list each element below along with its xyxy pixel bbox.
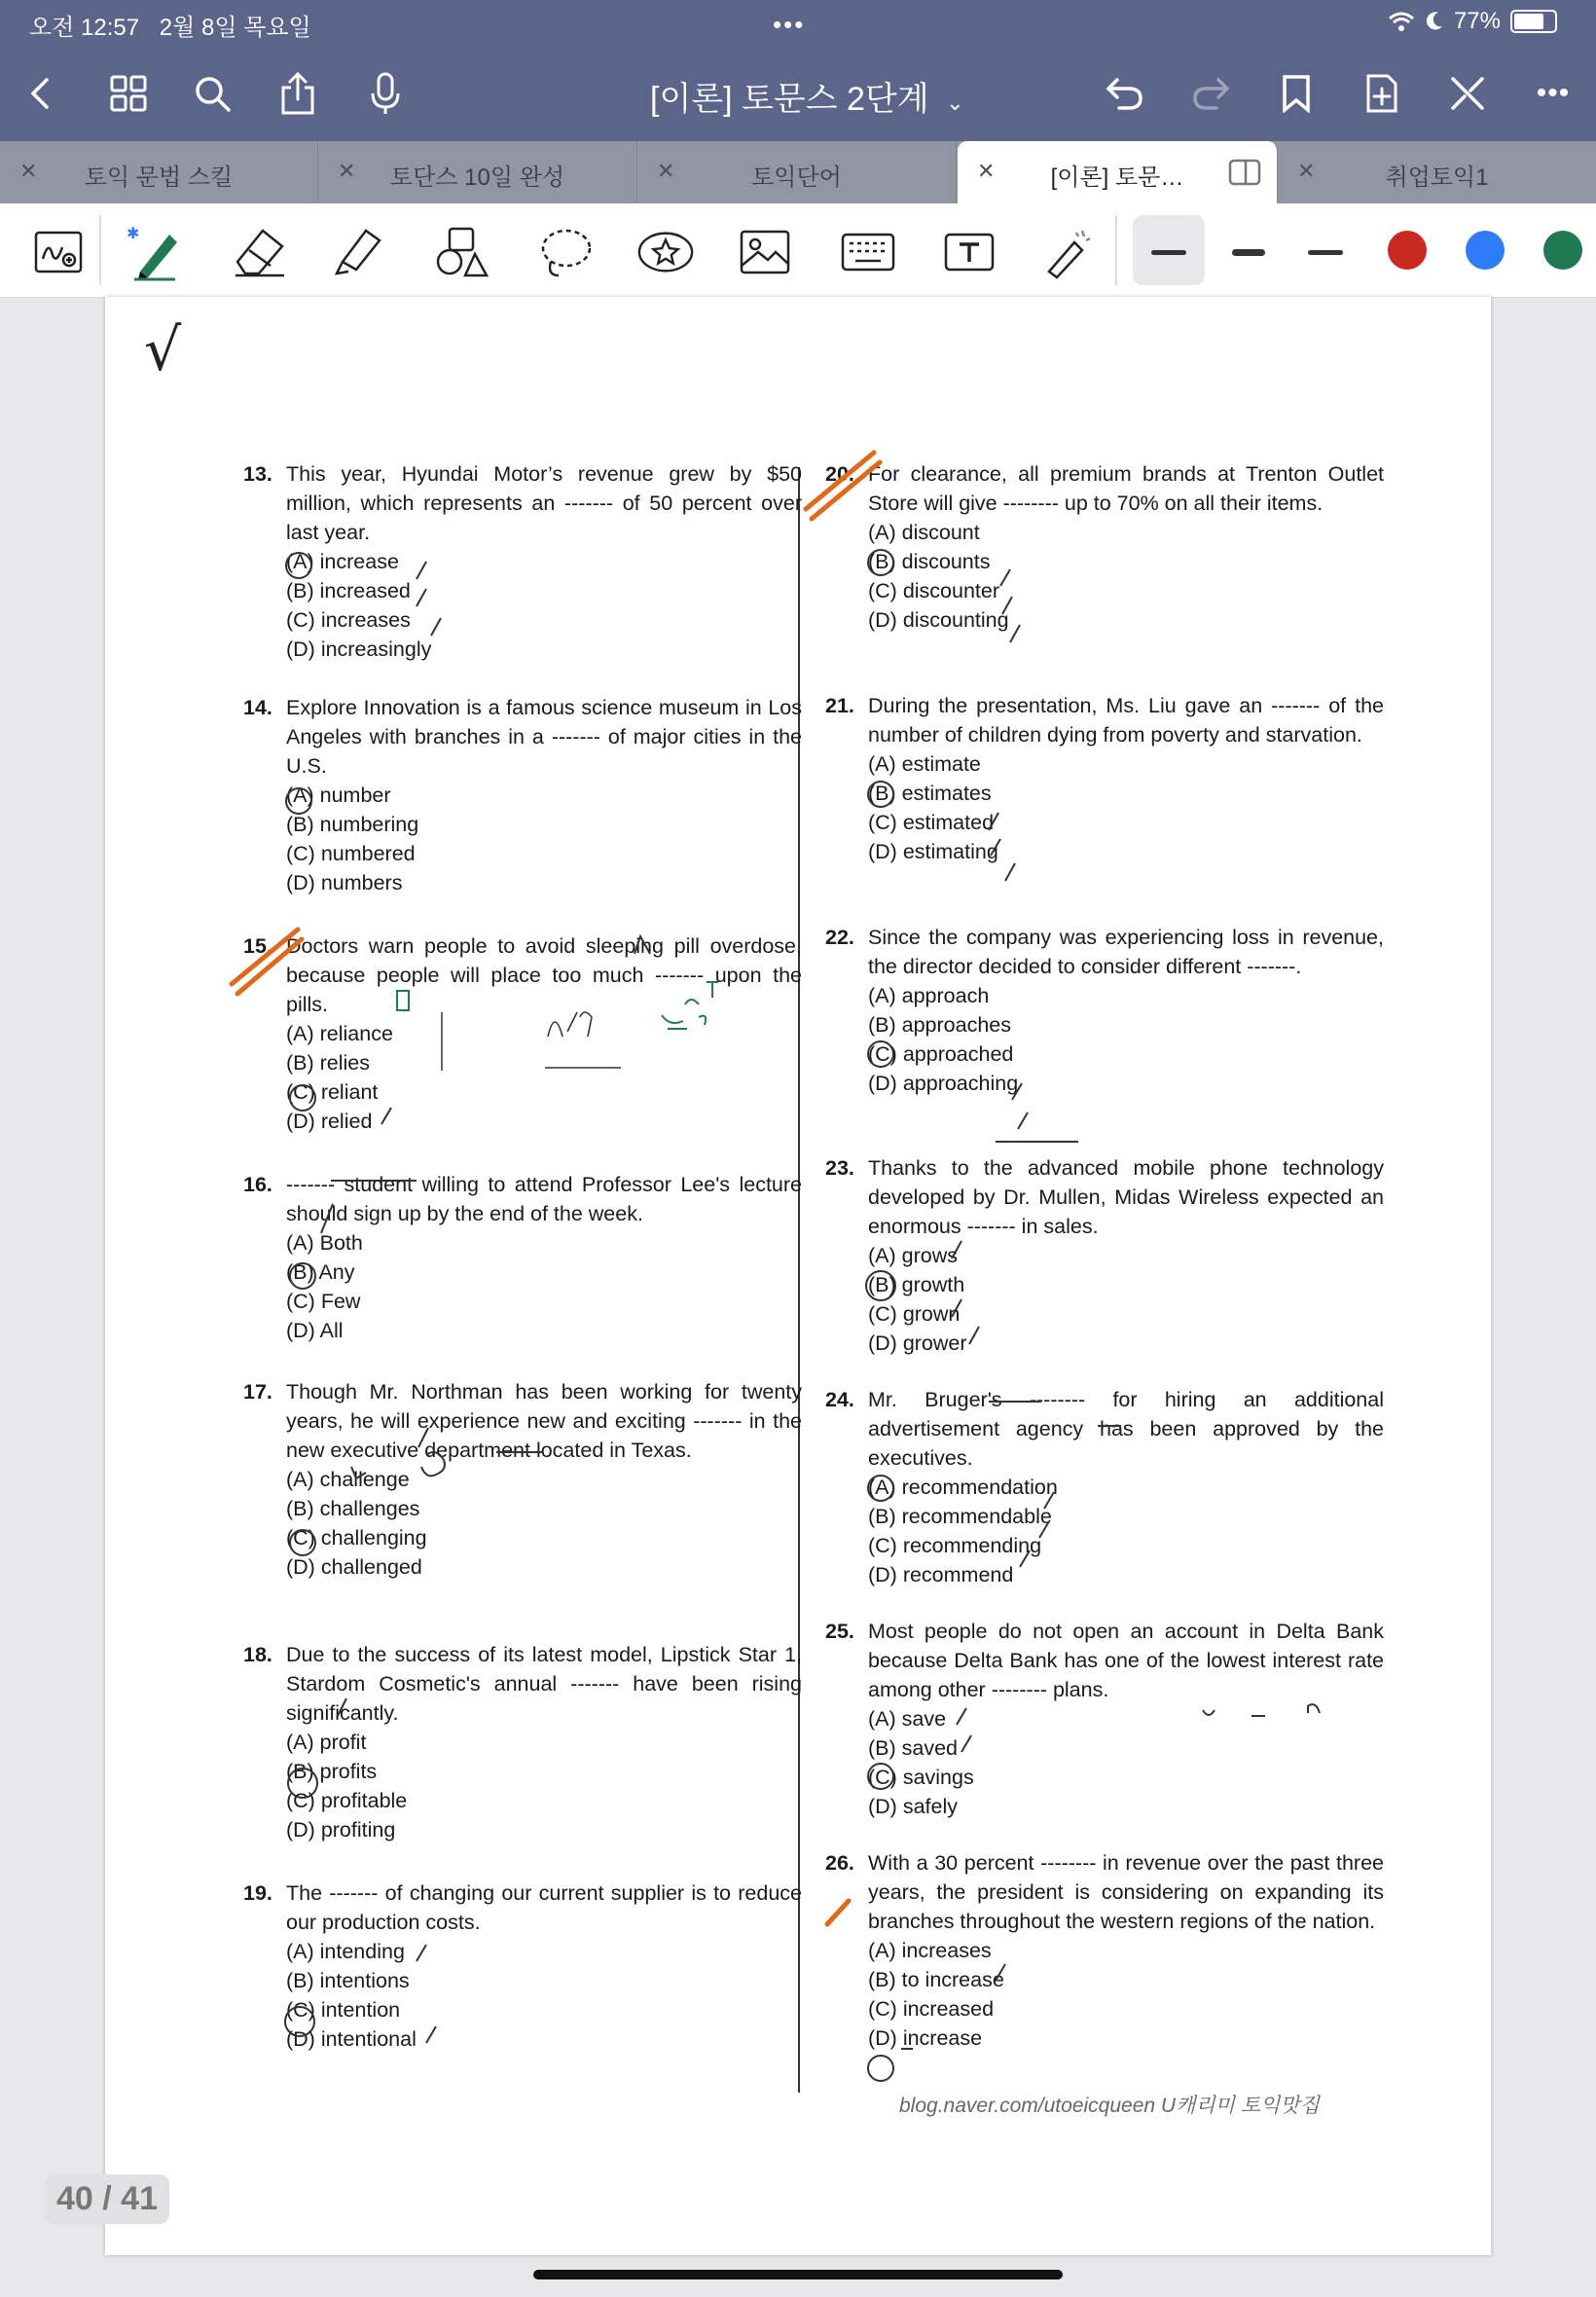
option-d[interactable]: (D) All bbox=[286, 1319, 344, 1342]
option-b[interactable]: (B) saved bbox=[868, 1736, 959, 1760]
image-icon[interactable] bbox=[736, 223, 794, 281]
question-number: 23. bbox=[825, 1156, 854, 1180]
grid-view-icon[interactable] bbox=[103, 68, 154, 119]
question-stem: Doctors warn people to avoid sleeping pill overdose, because people will place too much ------- upon the pills. bbox=[286, 934, 802, 1016]
option-a[interactable]: (A) challenge bbox=[286, 1468, 410, 1491]
question-15 bbox=[243, 931, 802, 1136]
split-view-icon[interactable] bbox=[1228, 159, 1261, 193]
question-number: 20. bbox=[825, 462, 854, 486]
option-b[interactable]: (B) growth bbox=[868, 1273, 965, 1296]
option-c[interactable]: (C) increased bbox=[868, 1997, 995, 2021]
option-d[interactable]: (D) safely bbox=[868, 1795, 958, 1818]
option-c[interactable]: (C) grown bbox=[868, 1302, 961, 1326]
option-d[interactable]: (D) challenged bbox=[286, 1555, 422, 1579]
option-a[interactable]: (A) number bbox=[286, 784, 391, 807]
status-time-date bbox=[29, 8, 311, 42]
more-options-icon[interactable]: ••• bbox=[1536, 77, 1571, 109]
question-22 bbox=[825, 923, 1384, 1098]
question-stem: With a 30 percent -------- in revenue over the past three years, the president is considering on expanding its branches throughout the western regions of the nation. bbox=[868, 1851, 1384, 1933]
option-a[interactable]: (A) grows bbox=[868, 1244, 958, 1267]
question-20 bbox=[825, 459, 1384, 635]
question-number: 17. bbox=[243, 1380, 272, 1404]
question-14 bbox=[243, 693, 802, 897]
option-a[interactable]: (A) reliance bbox=[286, 1022, 393, 1045]
option-b[interactable]: (B) numbering bbox=[286, 813, 419, 836]
question-stem: Mr. Bruger's -------- for hiring an additional advertisement agency has been approved by the executives. bbox=[868, 1388, 1384, 1470]
option-c[interactable]: (C) savings bbox=[868, 1766, 974, 1789]
option-b[interactable]: (B) relies bbox=[286, 1051, 371, 1075]
option-d[interactable]: (D) increasingly bbox=[286, 638, 432, 661]
microphone-icon[interactable] bbox=[360, 68, 411, 119]
close-icon[interactable]: ✕ bbox=[657, 159, 675, 183]
svg-text:✱: ✱ bbox=[127, 224, 140, 242]
option-b[interactable]: (B) increased bbox=[286, 579, 411, 602]
option-c[interactable]: (C) reliant bbox=[286, 1080, 379, 1104]
option-c[interactable]: (C) challenging bbox=[286, 1526, 427, 1550]
page-footer-url: blog.naver.com/utoeicqueen U캐리미 토익맛집 bbox=[899, 2095, 1320, 2117]
text-box-icon[interactable] bbox=[940, 223, 998, 281]
handwriting-icon[interactable] bbox=[29, 223, 88, 281]
color-green-swatch[interactable] bbox=[1543, 231, 1582, 270]
back-icon[interactable] bbox=[16, 68, 66, 119]
multitask-dots-icon[interactable]: ••• bbox=[773, 10, 806, 39]
tab-job-toeic[interactable] bbox=[1278, 141, 1596, 203]
question-number: 18. bbox=[243, 1643, 272, 1666]
question-23 bbox=[825, 1153, 1384, 1358]
tab-label: 토단스 10일 완성 bbox=[389, 164, 565, 191]
option-d[interactable]: (D) estimating bbox=[868, 840, 998, 863]
question-stem: Though Mr. Northman has been working for twenty years, he will experience new and exciting ------- in the new executive department located in Texas. bbox=[286, 1380, 802, 1462]
option-c[interactable]: (C) approached bbox=[868, 1042, 1014, 1066]
color-red-swatch[interactable] bbox=[1388, 231, 1427, 270]
question-19 bbox=[243, 1878, 802, 2054]
share-icon[interactable] bbox=[272, 68, 323, 119]
status-date: 2월 8일 목요일 bbox=[159, 15, 311, 41]
question-stem: Since the company was experiencing loss in revenue, the director decided to consider different -------. bbox=[868, 926, 1384, 978]
moon-icon bbox=[1425, 11, 1444, 32]
option-a[interactable]: (A) discount bbox=[868, 521, 980, 544]
close-icon[interactable]: ✕ bbox=[1297, 159, 1316, 183]
question-stem: Most people do not open an account in Delta Bank because Delta Bank has one of the lowest interest rate among other -------- plans. bbox=[868, 1620, 1384, 1701]
tab-grammar-skill[interactable] bbox=[0, 141, 318, 203]
option-c[interactable]: (C) recommending bbox=[868, 1534, 1042, 1557]
search-icon[interactable] bbox=[187, 68, 237, 119]
question-26 bbox=[825, 1848, 1384, 2053]
question-number: 24. bbox=[825, 1388, 854, 1411]
question-stem: Explore Innovation is a famous science museum in Los Angeles with branches in a ------- of major cities in the U.S. bbox=[286, 696, 802, 778]
option-a[interactable]: (A) estimate bbox=[868, 752, 981, 776]
question-stem: Due to the success of its latest model, Lipstick Star 1, Stardom Cosmetic's annual ------- have been rising significantly. bbox=[286, 1643, 802, 1725]
option-d[interactable]: (D) approaching bbox=[868, 1072, 1019, 1095]
option-b[interactable]: (B) recommendable bbox=[868, 1505, 1052, 1528]
option-c[interactable]: (C) Few bbox=[286, 1290, 361, 1313]
bookmark-icon[interactable] bbox=[1271, 68, 1322, 119]
option-b[interactable]: (B) estimates bbox=[868, 782, 992, 805]
tab-label: 취업토익1 bbox=[1385, 164, 1489, 191]
question-number: 19. bbox=[243, 1881, 272, 1905]
question-18 bbox=[243, 1640, 802, 1844]
home-indicator[interactable] bbox=[533, 2270, 1063, 2279]
option-c[interactable]: (C) numbered bbox=[286, 842, 416, 865]
question-16 bbox=[243, 1170, 802, 1345]
question-stem: This year, Hyundai Motor’s revenue grew by $50 million, which represents an ------- of 50 percent over last year. bbox=[286, 462, 802, 544]
color-blue-swatch[interactable] bbox=[1466, 231, 1505, 270]
close-icon[interactable]: ✕ bbox=[19, 159, 38, 183]
question-stem: For clearance, all premium brands at Trenton Outlet Store will give -------- up to 70% on all their items. bbox=[868, 462, 1384, 515]
tools-off-icon[interactable] bbox=[1442, 68, 1493, 119]
question-number: 22. bbox=[825, 926, 854, 949]
battery-percent: 77% bbox=[1453, 8, 1501, 34]
undo-icon[interactable] bbox=[1100, 68, 1150, 119]
tab-toeic-words[interactable] bbox=[637, 141, 957, 203]
option-b[interactable]: (B) Any bbox=[286, 1260, 355, 1284]
option-c[interactable]: (C) intention bbox=[286, 1998, 401, 2022]
thickness-thin-icon[interactable] bbox=[1296, 223, 1355, 281]
option-a[interactable]: (A) increases bbox=[868, 1939, 992, 1962]
question-13 bbox=[243, 459, 802, 664]
option-b[interactable]: (B) to increase bbox=[868, 1968, 1004, 1991]
tab-label: 토익단어 bbox=[751, 164, 842, 191]
tab-bar bbox=[0, 141, 1596, 203]
highlighter-icon[interactable] bbox=[327, 223, 385, 281]
shapes-icon[interactable] bbox=[432, 223, 490, 281]
option-c[interactable]: (C) estimated bbox=[868, 811, 995, 834]
document-title[interactable] bbox=[650, 72, 964, 120]
question-17 bbox=[243, 1377, 802, 1582]
question-stem: ------- student willing to attend Professor Lee's lecture should sign up by the end of the week. bbox=[286, 1173, 802, 1225]
eraser-icon[interactable] bbox=[230, 223, 288, 281]
option-d[interactable]: (D) intentional bbox=[286, 2027, 417, 2051]
thickness-medium-icon[interactable] bbox=[1140, 223, 1198, 281]
sticker-icon[interactable] bbox=[636, 223, 695, 281]
chevron-down-icon: ⌄ bbox=[946, 91, 964, 115]
document-page[interactable] bbox=[105, 297, 1491, 2255]
tab-todanseu[interactable] bbox=[318, 141, 637, 203]
question-21 bbox=[825, 691, 1384, 866]
drawing-toolbar bbox=[0, 203, 1596, 298]
option-a[interactable]: (A) profit bbox=[286, 1731, 367, 1754]
option-c[interactable]: (C) increases bbox=[286, 608, 411, 632]
option-b[interactable]: (B) discounts bbox=[868, 550, 991, 573]
option-a[interactable]: (A) recommendation bbox=[868, 1476, 1058, 1499]
lasso-icon[interactable] bbox=[537, 223, 596, 281]
option-d[interactable]: (D) profiting bbox=[286, 1818, 396, 1841]
wifi-icon bbox=[1388, 11, 1415, 32]
option-b[interactable]: (B) profits bbox=[286, 1760, 378, 1783]
tab-current-document[interactable] bbox=[958, 141, 1278, 203]
option-b[interactable]: (B) intentions bbox=[286, 1969, 410, 1992]
option-d[interactable]: (D) grower bbox=[868, 1331, 967, 1355]
option-d[interactable]: (D) recommend bbox=[868, 1563, 1014, 1586]
question-number: 15. bbox=[243, 934, 272, 958]
question-24 bbox=[825, 1385, 1384, 1589]
keyboard-icon[interactable] bbox=[839, 223, 897, 281]
option-a[interactable]: (A) increase bbox=[286, 550, 399, 573]
option-c[interactable]: (C) profitable bbox=[286, 1789, 408, 1812]
add-page-icon[interactable] bbox=[1357, 68, 1407, 119]
close-icon[interactable]: ✕ bbox=[338, 159, 356, 183]
tab-label: [이론] 토문… bbox=[1050, 164, 1184, 191]
option-d[interactable]: (D) numbers bbox=[286, 871, 403, 894]
question-number: 13. bbox=[243, 462, 272, 486]
option-c[interactable]: (C) discounter bbox=[868, 579, 1000, 602]
top-bar bbox=[0, 0, 1596, 141]
page-indicator: 40 / 41 bbox=[45, 2174, 169, 2224]
battery-icon bbox=[1510, 10, 1557, 33]
status-time: 오전 12:57 bbox=[29, 15, 140, 41]
handwritten-check-mark: √ bbox=[144, 316, 182, 384]
question-number: 26. bbox=[825, 1851, 854, 1875]
laser-pointer-icon[interactable] bbox=[1037, 223, 1096, 281]
question-stem: During the presentation, Ms. Liu gave an ------- of the number of children dying from poverty and starvation. bbox=[868, 694, 1384, 747]
option-d[interactable]: (D) relied bbox=[286, 1110, 373, 1133]
option-d[interactable]: (D) increase bbox=[868, 2026, 983, 2050]
option-a[interactable]: (A) intending bbox=[286, 1940, 405, 1963]
option-d[interactable]: (D) discounting bbox=[868, 608, 1009, 632]
option-a[interactable]: (A) Both bbox=[286, 1231, 363, 1255]
document-title-text: [이론] 토문스 2단계 bbox=[650, 81, 929, 118]
question-number: 16. bbox=[243, 1173, 272, 1196]
option-b[interactable]: (B) challenges bbox=[286, 1497, 420, 1520]
question-stem: The ------- of changing our current supplier is to reduce our production costs. bbox=[286, 1881, 802, 1934]
question-number: 21. bbox=[825, 694, 854, 717]
option-a[interactable]: (A) save bbox=[868, 1707, 947, 1731]
question-number: 14. bbox=[243, 696, 272, 719]
question-number: 25. bbox=[825, 1620, 854, 1643]
close-icon[interactable]: ✕ bbox=[977, 159, 996, 183]
navigation-bar bbox=[0, 60, 1596, 128]
option-b[interactable]: (B) approaches bbox=[868, 1013, 1011, 1037]
pen-icon[interactable] bbox=[127, 223, 185, 281]
redo-icon[interactable] bbox=[1185, 68, 1236, 119]
tab-label: 토익 문법 스킬 bbox=[84, 164, 234, 191]
status-right bbox=[1388, 8, 1557, 35]
option-a[interactable]: (A) approach bbox=[868, 984, 990, 1007]
question-stem: Thanks to the advanced mobile phone technology developed by Dr. Mullen, Midas Wireless expected an enormous ------- in sales. bbox=[868, 1156, 1384, 1238]
question-25 bbox=[825, 1617, 1384, 1821]
thickness-thick-icon[interactable] bbox=[1219, 223, 1278, 281]
